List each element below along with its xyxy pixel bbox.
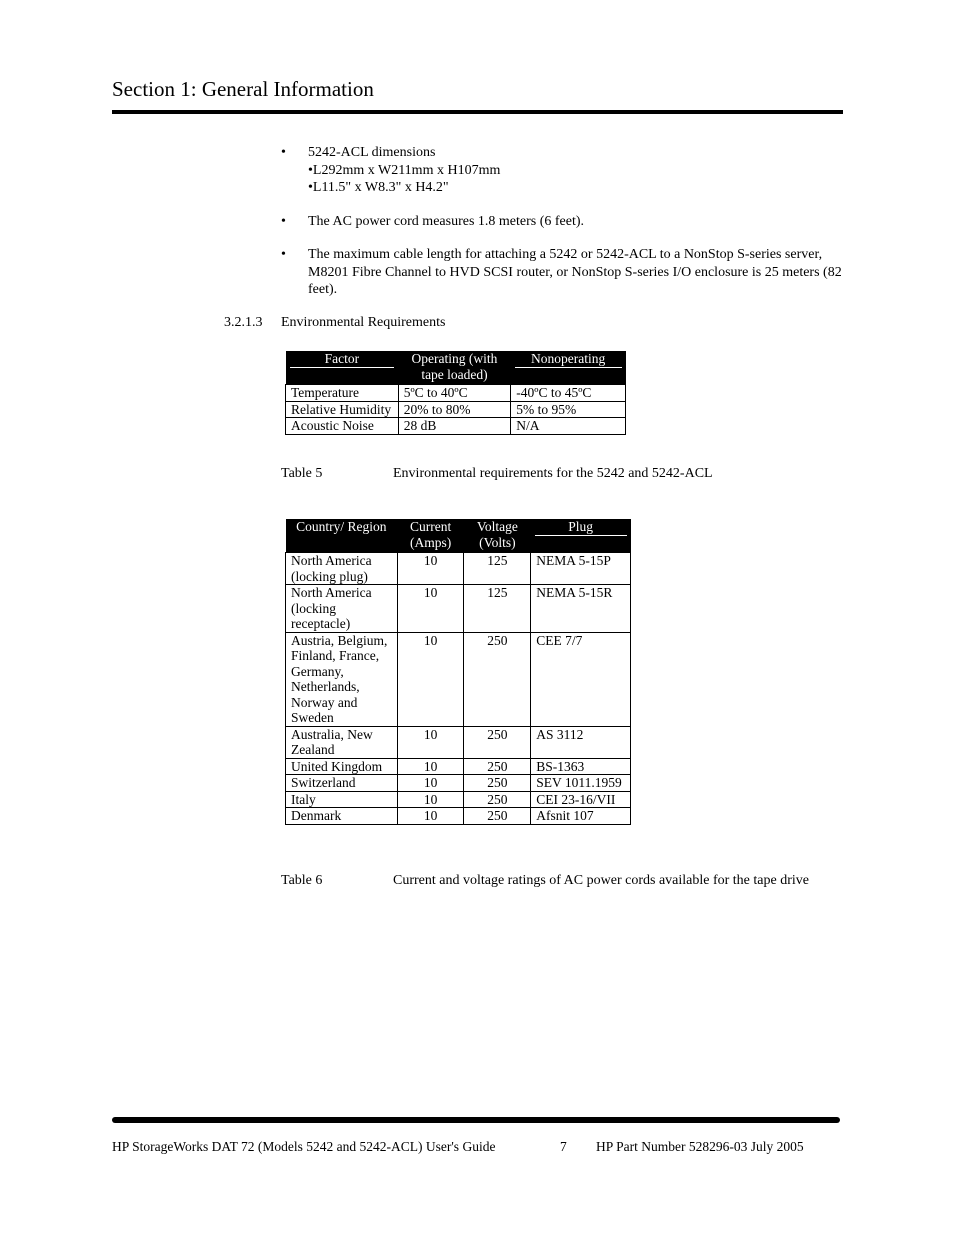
bullet-cable-length [281,246,861,299]
table-cell: CEI 23-16/VII [531,791,631,808]
table-row [286,791,631,808]
table-header-row [286,351,626,385]
column-header: Current (Amps) [397,519,464,553]
table-cell: Australia, New Zealand [286,726,398,758]
table-cell: 125 [464,553,531,585]
table-row [286,726,631,758]
section-title: Section 1: General Information [112,77,374,101]
table-cell: -40ºC to 45ºC [511,385,626,402]
footer-document-title: HP StorageWorks DAT 72 (Models 5242 and 5242-ACL) User's Guide [112,1139,496,1154]
table-6-caption [281,873,809,889]
table-cell: Afsnit 107 [531,808,631,825]
header-rule [112,110,843,114]
subsection-number: 3.2.1.3 [224,315,263,330]
column-header: Voltage (Volts) [464,519,531,553]
page-number: 7 [560,1139,567,1154]
table-cell: Temperature [286,385,399,402]
table-cell: Switzerland [286,775,398,792]
subsection-title: Environmental Requirements [281,315,446,330]
column-header: Operating (with tape loaded) [398,351,511,385]
table-cell: 20% to 80% [398,401,511,418]
table-cell: 28 dB [398,418,511,435]
caption-label: Table 6 [281,873,323,888]
bullet-icon: • [281,145,286,160]
column-header: Country/ Region [286,519,398,553]
table-cell: Austria, Belgium, Finland, France, Germany, Netherlands, Norway and Sweden [286,632,398,726]
table-row [286,808,631,825]
table-header-row [286,519,631,553]
table-cell: 250 [464,758,531,775]
table-row [286,385,626,402]
caption-label: Table 5 [281,466,323,481]
bullet-line: •L11.5" x W8.3" x H4.2" [308,180,449,195]
table-cell: Relative Humidity [286,401,399,418]
table-cell: United Kingdom [286,758,398,775]
table-cell: 5% to 95% [511,401,626,418]
caption-text: Environmental requirements for the 5242 and 5242-ACL [393,466,713,481]
table-cell: 250 [464,726,531,758]
table-row [286,418,626,435]
power-cord-table [285,519,631,825]
footer-part-number: HP Part Number 528296-03 July 2005 [596,1139,804,1154]
table-cell: Acoustic Noise [286,418,399,435]
bullet-list [281,144,861,315]
table-cell: 250 [464,791,531,808]
table-cell: 10 [397,791,464,808]
table-row [286,775,631,792]
table-cell: 10 [397,758,464,775]
table-row [286,401,626,418]
table-cell: NEMA 5-15R [531,585,631,633]
table-cell: 250 [464,775,531,792]
bullet-line: The maximum cable length for attaching a 5242 or 5242-ACL to a NonStop S-series server, M8201 Fibre Channel to HVD SCSI router, or NonStop S-series I/O enclosure is 25 meters (82 feet). [308,247,842,297]
footer-rule [112,1117,840,1123]
bullet-power-cord [281,213,861,231]
table-cell: AS 3112 [531,726,631,758]
bullet-line: 5242-ACL dimensions [308,145,436,160]
table-cell: 10 [397,775,464,792]
table-cell: BS-1363 [531,758,631,775]
table-cell: 250 [464,808,531,825]
table-cell: 10 [397,808,464,825]
subsection-heading [224,315,445,331]
bullet-icon: • [281,213,286,229]
column-header: Factor [286,351,399,385]
table-cell: NEMA 5-15P [531,553,631,585]
table-cell: 5ºC to 40ºC [398,385,511,402]
table-row [286,758,631,775]
table-row [286,553,631,585]
column-header: Plug [531,519,631,553]
table-cell: 10 [397,726,464,758]
bullet-line: The AC power cord measures 1.8 meters (6 feet). [308,213,585,229]
bullet-icon: • [281,247,286,262]
table-cell: Denmark [286,808,398,825]
table-row [286,585,631,633]
bullet-dimensions [281,144,861,197]
table-cell: 250 [464,632,531,726]
table-cell: Italy [286,791,398,808]
table-5-caption [281,466,713,482]
environmental-table [285,351,626,435]
table-cell: 125 [464,585,531,633]
table-cell: North America (locking plug) [286,553,398,585]
table-cell: North America (locking receptacle) [286,585,398,633]
table-cell: CEE 7/7 [531,632,631,726]
table-cell: SEV 1011.1959 [531,775,631,792]
table-row [286,632,631,726]
table-cell: N/A [511,418,626,435]
caption-text: Current and voltage ratings of AC power cords available for the tape drive [393,873,809,888]
table-cell: 10 [397,632,464,726]
table-cell: 10 [397,553,464,585]
column-header: Nonoperating [511,351,626,385]
bullet-line: •L292mm x W211mm x H107mm [308,162,501,178]
table-cell: 10 [397,585,464,633]
